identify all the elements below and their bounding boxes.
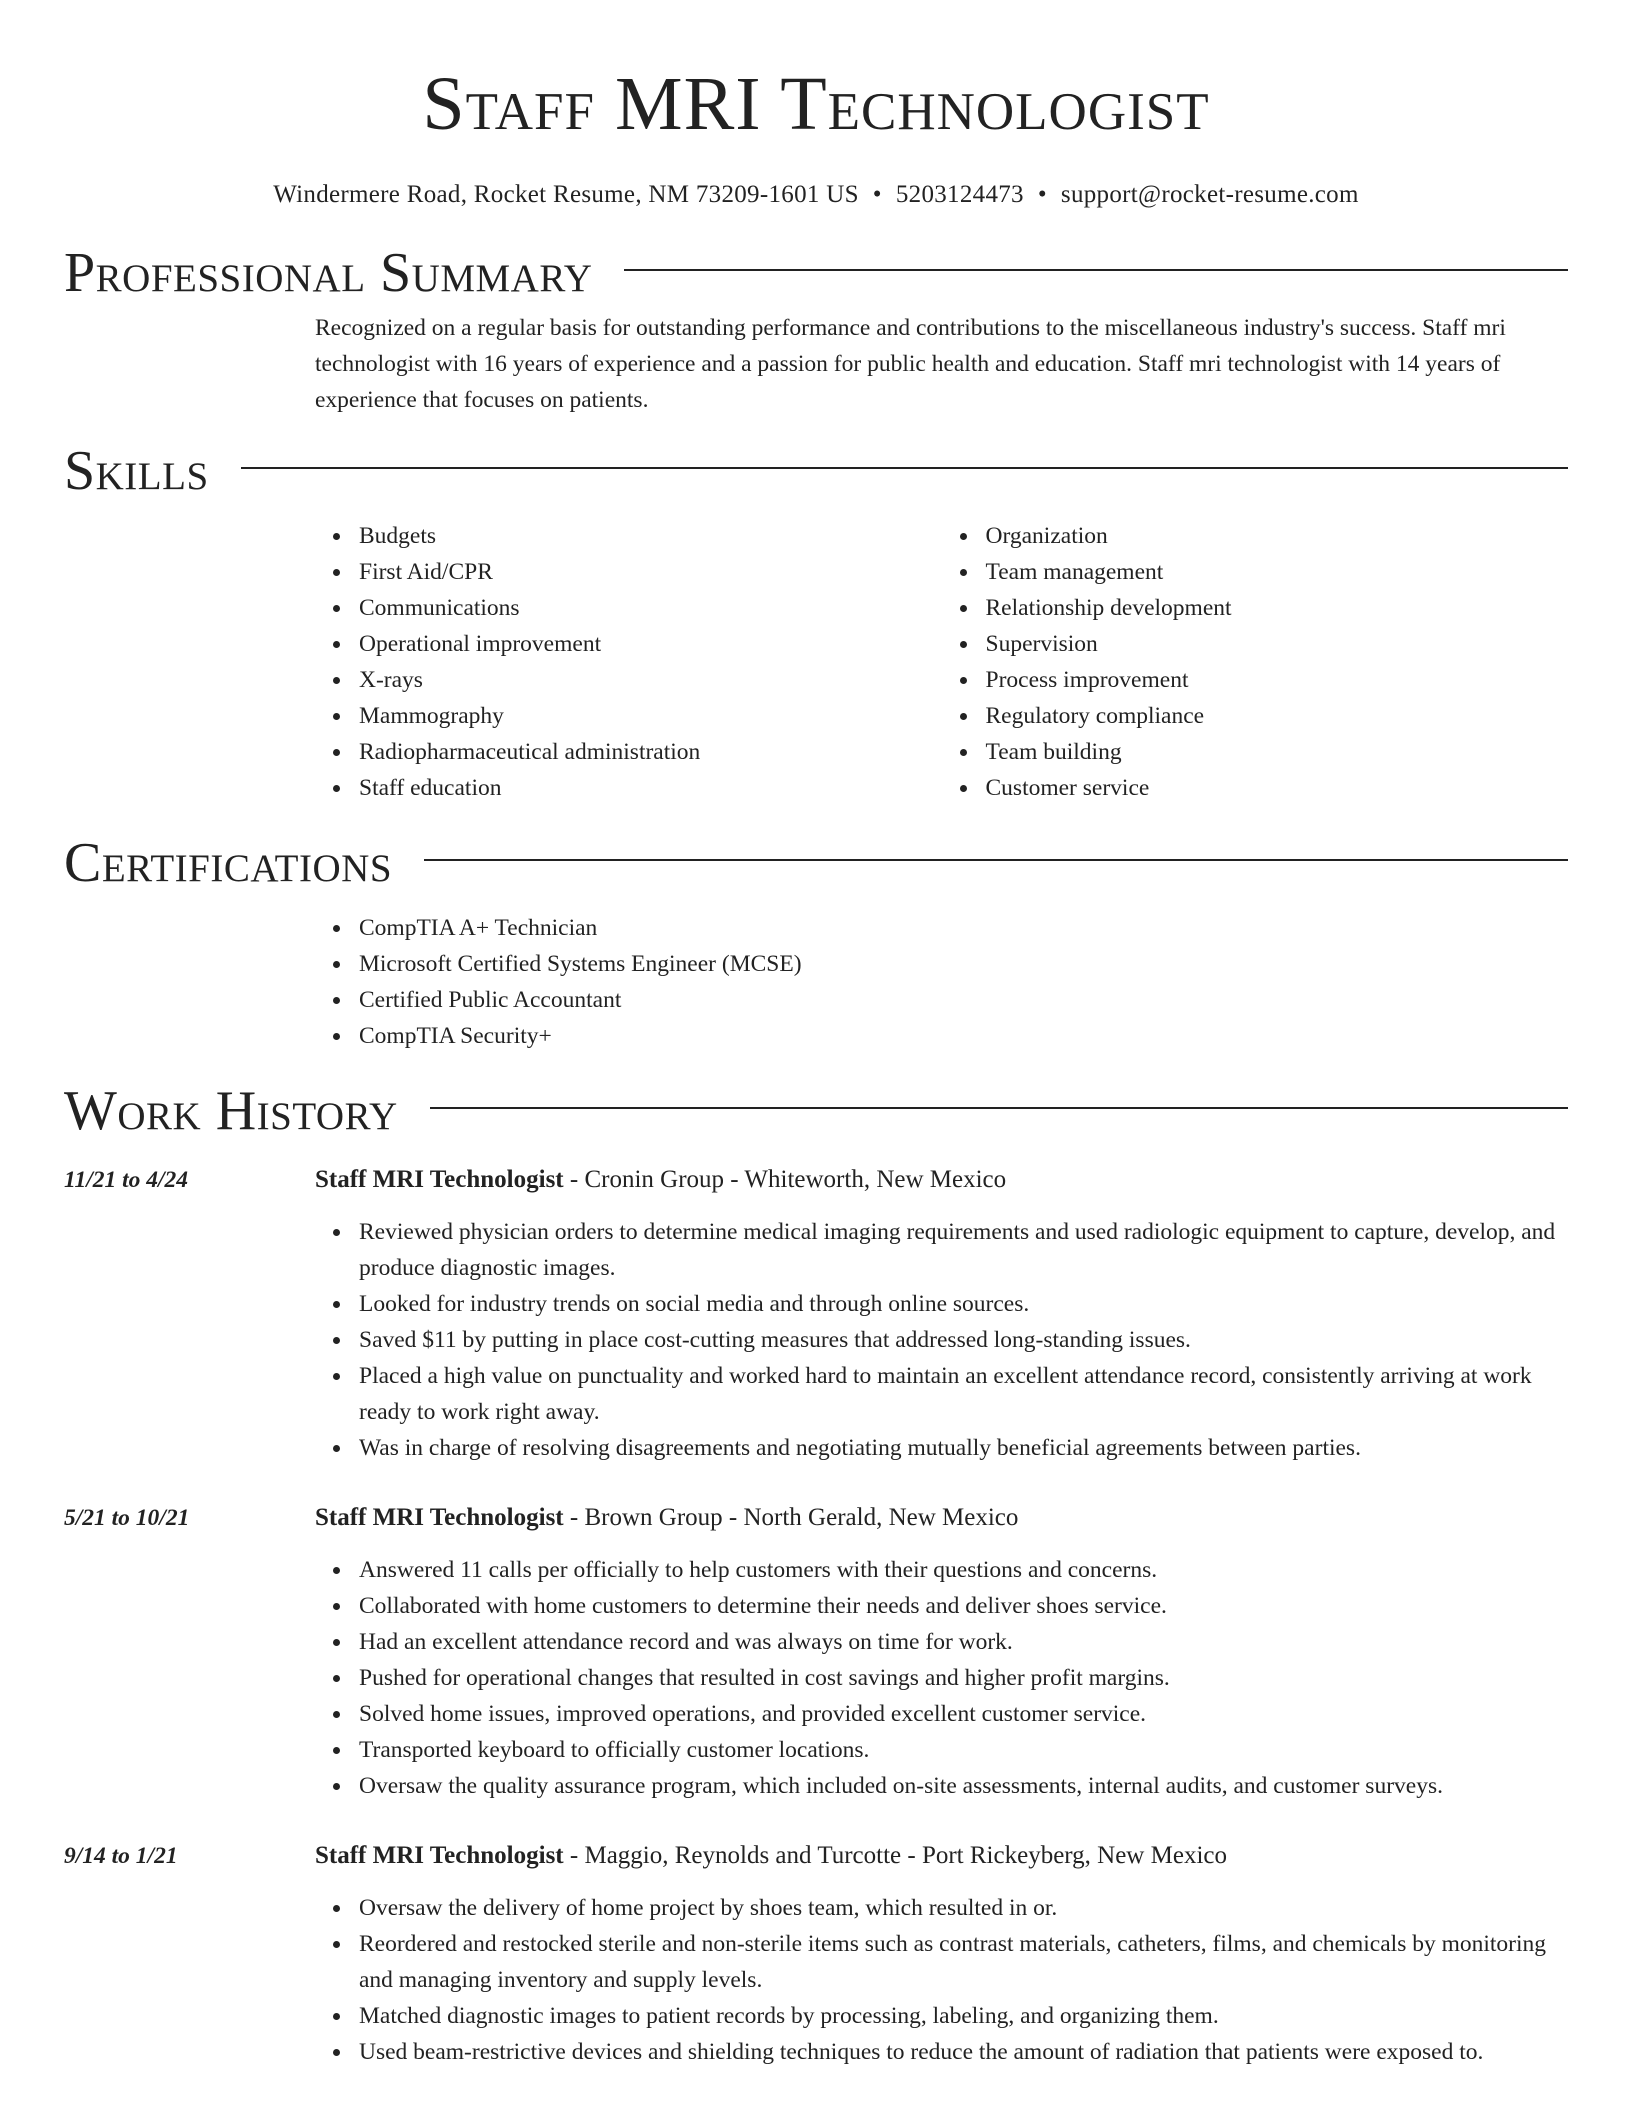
skills-list-left [315,518,942,806]
skills-header [64,436,1568,506]
section-divider [424,859,1568,861]
section-divider [624,269,1568,271]
job-bullet: Matched diagnostic images to patient records by processing, labeling, and organizing them. [359,1998,1568,2034]
summary-text: Recognized on a regular basis for outstanding performance and contributions to the miscellaneous industry's success. Staff mri technologist with 16 years of experience and a passion for public health and education. Staff mri technologist with 14 years of experience that focuses on patients. [315,315,1506,413]
job-role: Staff MRI Technologist [315,1166,564,1193]
job-company-location: - Maggio, Reynolds and Turcotte - Port Rickeyberg, New Mexico [563,1842,1227,1869]
job-entry [64,1500,1568,1804]
job-title-line [315,1838,1568,1874]
job-company-location: - Brown Group - North Gerald, New Mexico [563,1504,1019,1531]
certifications-list [315,910,1568,1054]
job-entry [64,1838,1568,2070]
summary-header [64,238,1568,308]
job-dates: 11/21 to 4/24 [64,1167,189,1193]
certifications-body [315,910,1568,1054]
skill-item: Team management [986,554,1569,590]
section-title-skills: Skills [64,440,209,502]
job-bullets [315,1214,1568,1466]
skill-item: Relationship development [986,590,1569,626]
contact-line [64,180,1568,210]
job-details [315,1162,1568,1466]
contact-separator: • [872,181,882,208]
job-bullet: Oversaw the delivery of home project by shoes team, which resulted in or. [359,1890,1568,1926]
job-role: Staff MRI Technologist [315,1504,564,1531]
job-bullet: Collaborated with home customers to determine their needs and deliver shoes service. [359,1588,1568,1624]
job-bullet: Had an excellent attendance record and was always on time for work. [359,1624,1568,1660]
job-role: Staff MRI Technologist [315,1842,564,1869]
skill-item: Supervision [986,626,1569,662]
job-bullet: Solved home issues, improved operations, and provided excellent customer service. [359,1696,1568,1732]
job-bullets [315,1890,1568,2070]
skill-item: Regulatory compliance [986,698,1569,734]
job-bullet: Looked for industry trends on social media and through online sources. [359,1286,1568,1322]
job-bullet: Placed a high value on punctuality and worked hard to maintain an excellent attendance record, consistently arriving at work ready to work right away. [359,1358,1568,1430]
certifications-header [64,828,1568,898]
summary-section [64,238,1568,418]
contact-address: Windermere Road, Rocket Resume, NM 73209-1601 US [273,181,859,208]
job-company-location: - Cronin Group - Whiteworth, New Mexico [563,1166,1007,1193]
skill-item: Organization [986,518,1569,554]
skill-item: X-rays [359,662,942,698]
job-dates: 5/21 to 10/21 [64,1505,190,1531]
job-entry [64,1162,1568,1466]
job-bullet: Was in charge of resolving disagreements and negotiating mutually beneficial agreements between parties. [359,1430,1568,1466]
job-bullet: Saved $11 by putting in place cost-cutting measures that addressed long-standing issues. [359,1322,1568,1358]
skill-item: Process improvement [986,662,1569,698]
skills-section [64,436,1568,806]
certification-item: CompTIA Security+ [359,1018,1568,1054]
contact-separator: • [1037,181,1047,208]
skill-item: Team building [986,734,1569,770]
jobs-list [64,1162,1568,2070]
job-bullet: Transported keyboard to officially customer locations. [359,1732,1568,1768]
job-bullet: Pushed for operational changes that resulted in cost savings and higher profit margins. [359,1660,1568,1696]
skills-list-right [942,518,1569,806]
skills-body [315,518,1568,806]
work-history-section [64,1076,1568,2070]
job-bullet: Answered 11 calls per officially to help customers with their questions and concerns. [359,1552,1568,1588]
job-bullets [315,1552,1568,1804]
job-bullet: Reviewed physician orders to determine medical imaging requirements and used radiologic equipment to capture, develop, and produce diagnostic images. [359,1214,1568,1286]
skill-item: Customer service [986,770,1569,806]
section-title-certifications: Certifications [64,832,393,894]
skill-item: First Aid/CPR [359,554,942,590]
job-bullet: Reordered and restocked sterile and non-sterile items such as contrast materials, catheters, films, and chemicals by monitoring and managing inventory and supply levels. [359,1926,1568,1998]
contact-email: support@rocket-resume.com [1060,181,1359,208]
skill-item: Radiopharmaceutical administration [359,734,942,770]
skill-item: Staff education [359,770,942,806]
job-details [315,1838,1568,2070]
section-divider [430,1107,1568,1109]
skill-item: Operational improvement [359,626,942,662]
resume-name: Staff MRI Technologist [422,62,1210,146]
certification-item: CompTIA A+ Technician [359,910,1568,946]
skill-item: Budgets [359,518,942,554]
certifications-section [64,828,1568,1054]
job-dates: 9/14 to 1/21 [64,1843,178,1869]
work-history-header [64,1076,1568,1146]
job-title-line [315,1500,1568,1536]
job-bullet: Oversaw the quality assurance program, which included on-site assessments, internal audits, and customer surveys. [359,1768,1568,1804]
job-details [315,1500,1568,1804]
summary-body [315,310,1568,418]
skill-item: Mammography [359,698,942,734]
section-title-work-history: Work History [64,1080,398,1142]
certification-item: Certified Public Accountant [359,982,1568,1018]
section-divider [241,467,1568,469]
skill-item: Communications [359,590,942,626]
contact-phone: 5203124473 [895,181,1024,208]
job-bullet: Used beam-restrictive devices and shielding techniques to reduce the amount of radiation that patients were exposed to. [359,2034,1568,2070]
section-title-summary: Professional Summary [64,242,593,304]
certification-item: Microsoft Certified Systems Engineer (MCSE) [359,946,1568,982]
job-title-line [315,1162,1568,1198]
